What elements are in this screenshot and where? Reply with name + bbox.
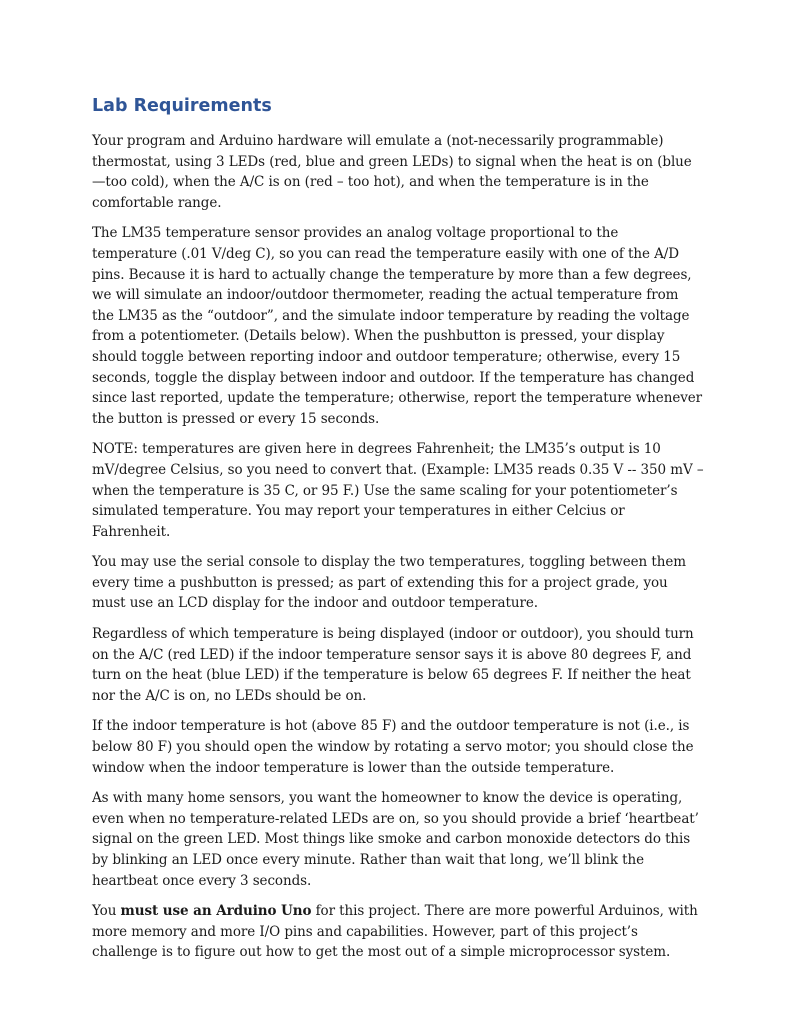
document-page	[92, 93, 704, 973]
paragraph-heartbeat: As with many home sensors, you want the homeowner to know the device is operating, even when no temperature-related LEDs are on, so you should provide a brief ‘heartbeat’ signal on the green LED. Most things like smoke and carbon monoxide detectors do this by blinking an LED once every minute. Rather than wait that long, we’ll blink the heartbeat once every 3 seconds.	[92, 790, 699, 889]
arduino-lead-text: You	[92, 903, 121, 920]
paragraph-arduino-uno	[92, 901, 704, 963]
section-heading: Lab Requirements	[92, 96, 272, 116]
paragraph-display-options: You may use the serial console to display the two temperatures, toggling between them every time a pushbutton is pressed; as part of extending this for a project grade, you must use an LCD display for the indoor and outdoor temperature.	[92, 554, 686, 612]
arduino-uno-emphasis: must use an Arduino Uno	[120, 903, 312, 920]
paragraph-window-servo: If the indoor temperature is hot (above 85 F) and the outdoor temperature is not (i.e., is below 80 F) you should open the window by rotating a servo motor; you should close the window when the indoor temperature is lower than the outside temperature.	[92, 718, 694, 776]
paragraph-thermostat-overview: Your program and Arduino hardware will emulate a (not-necessarily programmable) thermostat, using 3 LEDs (red, blue and green LEDs) to signal when the heat is on (blue—too cold), when the A/C is on (red – too hot), and when the temperature is in the comfortable range.	[92, 133, 692, 211]
arduino-rest-text: for this project. There are more powerful Arduinos, with more memory and more I/O pins and capabilities. However, part of this project’s challenge is to figure out how to get the most out of a simple microprocessor system.	[92, 903, 698, 961]
paragraph-temperature-note: NOTE: temperatures are given here in degrees Fahrenheit; the LM35’s output is 10 mV/degree Celsius, so you need to convert that. (Example: LM35 reads 0.35 V -- 350 mV – when the temperature is 35 C, or 95 F.) Use the same scaling for your potentiometer’s simulated temperature. You may report your temperatures in either Celcius or Fahrenheit.	[92, 441, 704, 540]
paragraph-led-control: Regardless of which temperature is being displayed (indoor or outdoor), you should turn on the A/C (red LED) if the indoor temperature sensor says it is above 80 degrees F, and turn on the heat (blue LED) if the temperature is below 65 degrees F. If neither the heat nor the A/C is on, no LEDs should be on.	[92, 626, 694, 704]
paragraph-lm35-sensor: The LM35 temperature sensor provides an analog voltage proportional to the temperature (.01 V/deg C), so you can read the temperature easily with one of the A/D pins. Because it is hard to actually change the temperature by more than a few degrees, we will simulate an indoor/outdoor thermometer, reading the actual temperature from the LM35 as the “outdoor”, and the simulate indoor temperature by reading the voltage from a potentiometer. (Details below). When the pushbutton is pressed, your display should toggle between reporting indoor and outdoor temperature; otherwise, every 15 seconds, toggle the display between indoor and outdoor. If the temperature has changed since last reported, update the temperature; otherwise, report the temperature whenever the button is pressed or every 15 seconds.	[92, 225, 703, 427]
